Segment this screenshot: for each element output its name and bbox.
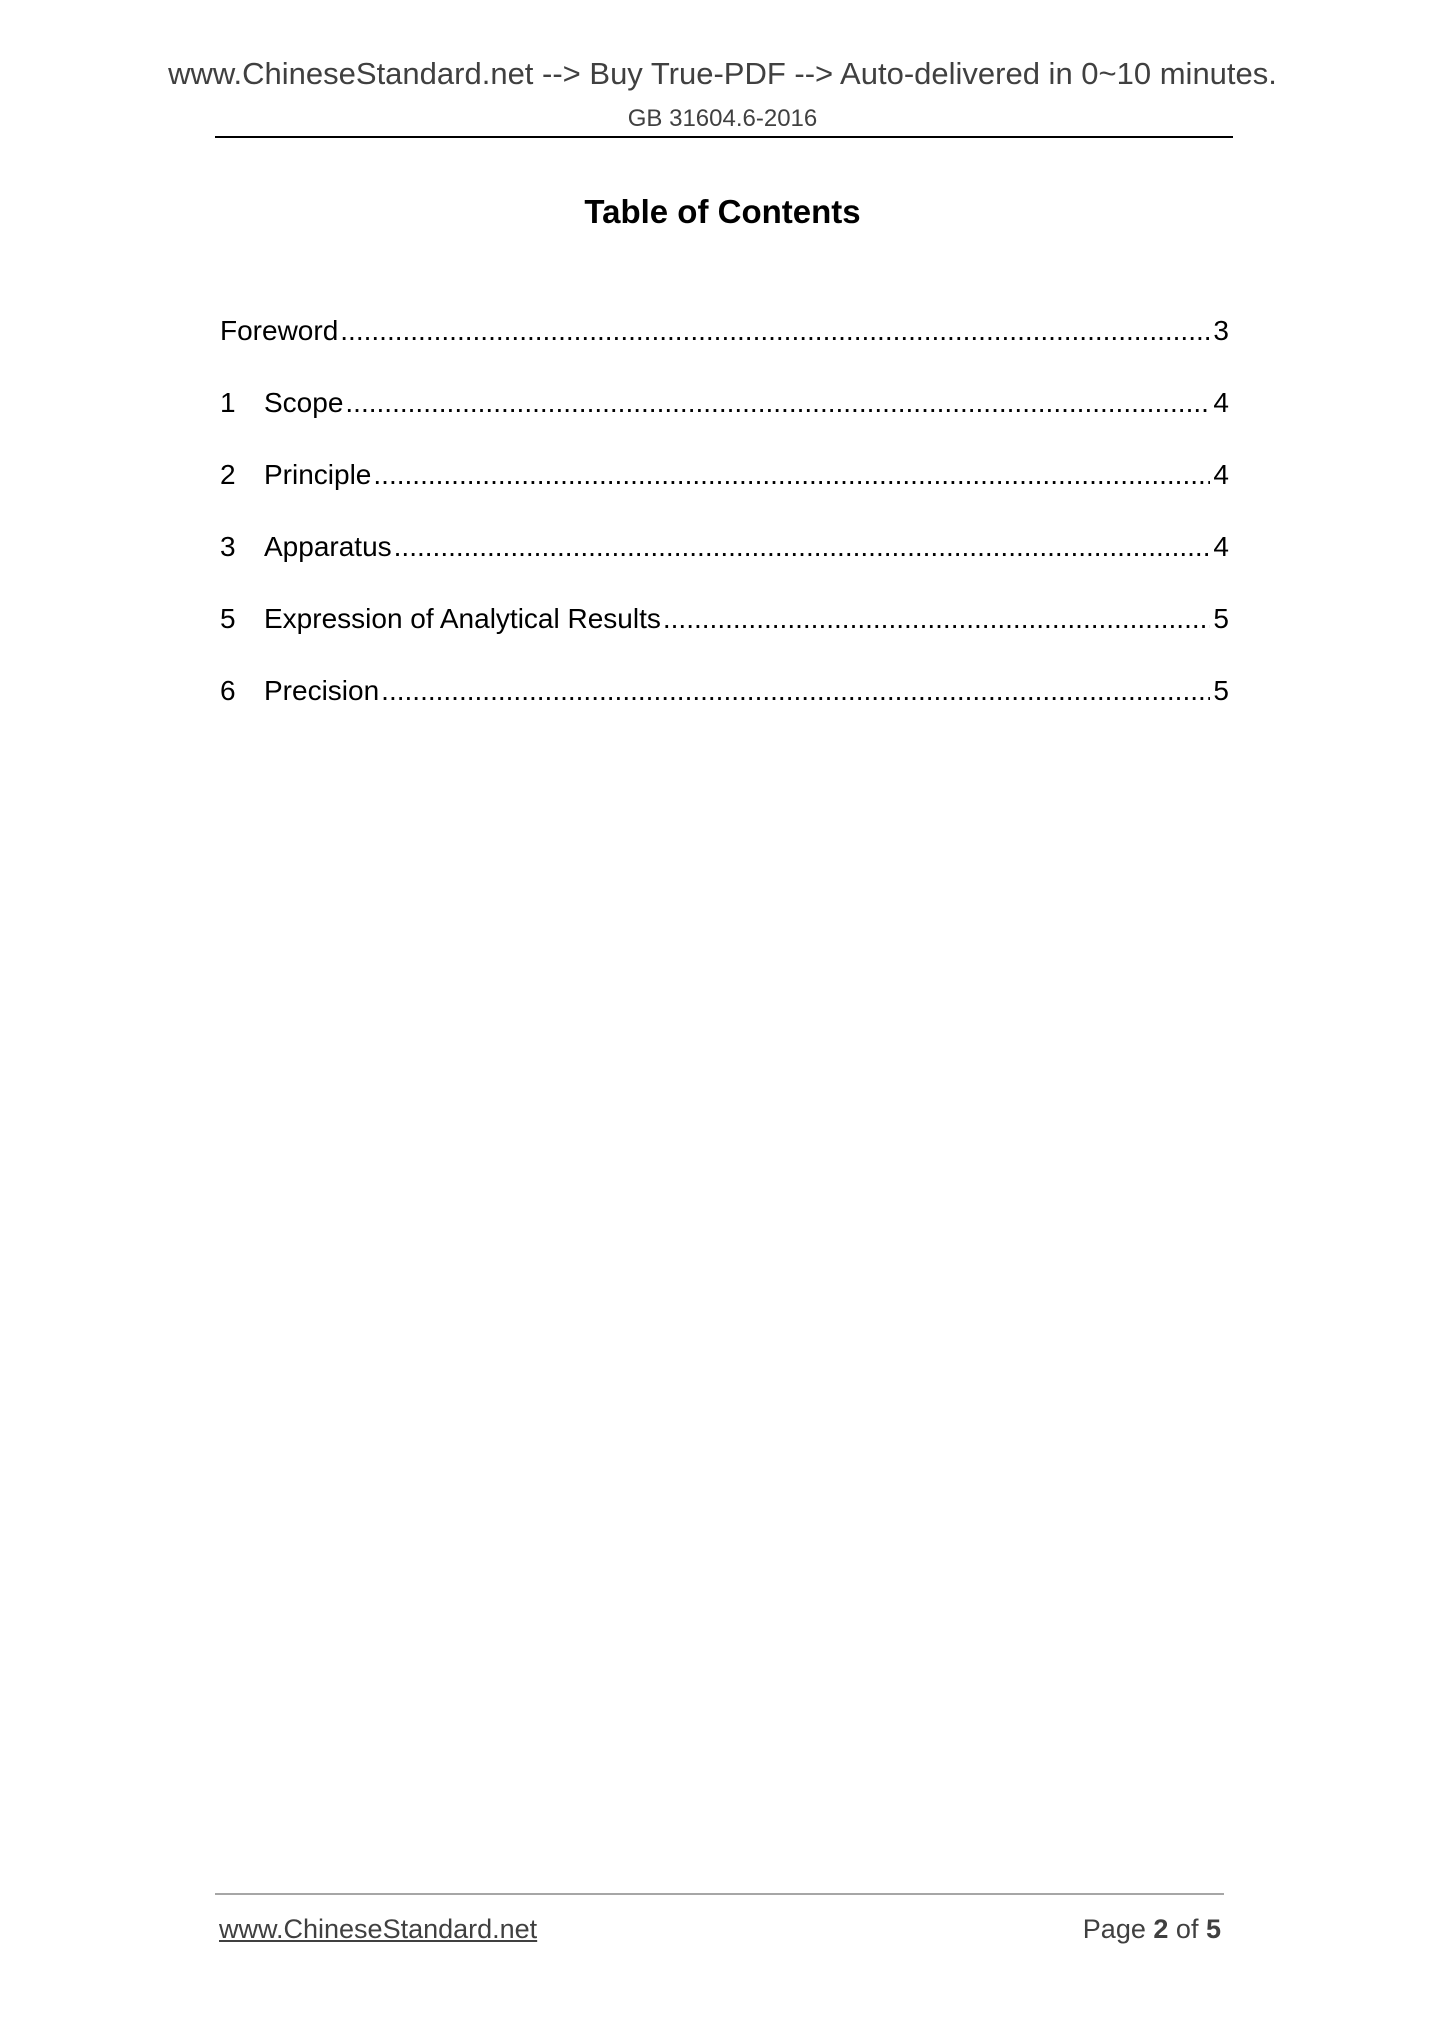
header-divider xyxy=(215,136,1233,138)
toc-entry-page: 4 xyxy=(1213,531,1229,562)
toc-entry-number: 3 xyxy=(220,531,236,562)
toc-entry-page: 4 xyxy=(1213,459,1229,490)
toc-entry-apparatus[interactable] xyxy=(220,527,1229,599)
toc-entry-scope[interactable] xyxy=(220,383,1229,455)
toc-dot-leader xyxy=(394,527,1211,567)
header-banner: www.ChineseStandard.net --> Buy True-PDF --> Auto-delivered in 0~10 minutes. xyxy=(168,56,1277,91)
total-pages: 5 xyxy=(1205,1914,1221,1944)
table-of-contents xyxy=(220,311,1229,743)
toc-entry-label: Precision xyxy=(264,675,380,706)
toc-entry-label: Foreword xyxy=(220,315,339,346)
toc-entry-label: Expression of Analytical Results xyxy=(264,603,661,634)
toc-dot-leader xyxy=(373,455,1210,495)
toc-entry-precision[interactable] xyxy=(220,671,1229,743)
toc-entry-page: 5 xyxy=(1213,675,1229,706)
toc-entry-number: 2 xyxy=(220,459,236,490)
toc-entry-foreword[interactable] xyxy=(220,311,1229,383)
toc-entry-page: 4 xyxy=(1213,387,1229,418)
toc-entry-page: 3 xyxy=(1213,315,1229,346)
toc-entry-number: 5 xyxy=(220,603,236,634)
footer-website-link[interactable]: www.ChineseStandard.net xyxy=(219,1914,538,1944)
toc-entry-number: 6 xyxy=(220,675,236,706)
toc-dot-leader xyxy=(663,599,1211,639)
footer-divider xyxy=(215,1893,1224,1895)
toc-entry-label: Scope xyxy=(264,387,344,418)
toc-dot-leader xyxy=(381,671,1210,711)
toc-entry-principle[interactable] xyxy=(220,455,1229,527)
toc-title: Table of Contents xyxy=(584,193,861,230)
current-page: 2 xyxy=(1153,1914,1169,1944)
standard-code: GB 31604.6-2016 xyxy=(627,105,818,132)
page-number xyxy=(1083,1914,1221,1945)
toc-dot-leader xyxy=(340,311,1210,351)
toc-entry-expression-of-results[interactable] xyxy=(220,599,1229,671)
page-of: of xyxy=(1175,1914,1199,1944)
toc-dot-leader xyxy=(345,383,1210,423)
toc-entry-label: Principle xyxy=(264,459,372,490)
page-prefix: Page xyxy=(1082,1914,1146,1944)
toc-entry-number: 1 xyxy=(220,387,236,418)
toc-entry-label: Apparatus xyxy=(264,531,392,562)
toc-entry-page: 5 xyxy=(1213,603,1229,634)
